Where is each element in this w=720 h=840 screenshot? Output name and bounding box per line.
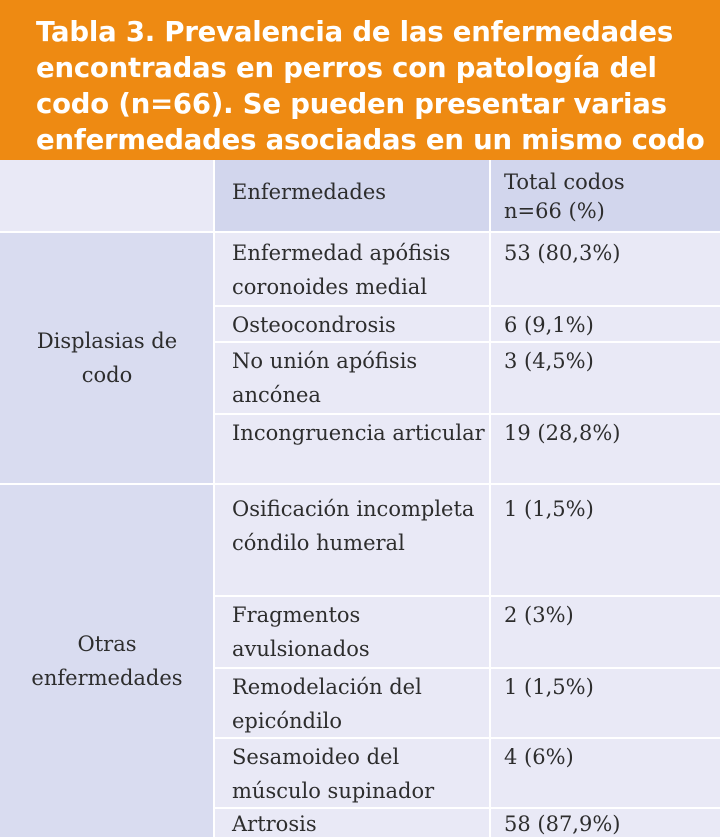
table-row-value: 53 (80,3%): [490, 232, 720, 306]
table-row-value: 2 (3%): [490, 596, 720, 668]
table-row-name: Artrosis: [214, 808, 490, 837]
row-divider: [214, 305, 720, 307]
row-divider: [214, 341, 720, 343]
table-row-name: Incongruencia articular: [214, 414, 490, 484]
table-row-value: 58 (87,9%): [490, 808, 720, 837]
row-divider: [214, 667, 720, 669]
row-divider: [214, 413, 720, 415]
group-label-other-diseases: Otras enfermedades: [0, 484, 214, 837]
table-row-name: Osificación incompleta cóndilo humeral: [214, 484, 490, 596]
table-row-name: Osteocondrosis: [214, 306, 490, 342]
row-divider: [214, 807, 720, 809]
table-row-name: Remodelación del epicóndilo: [214, 668, 490, 738]
column-header-total: Total codos n=66 (%): [490, 160, 720, 232]
table-row-value: 3 (4,5%): [490, 342, 720, 414]
table-row-value: 6 (9,1%): [490, 306, 720, 342]
table-row-name: Sesamoideo del músculo supinador: [214, 738, 490, 808]
table-row-name: Fragmentos avulsionados: [214, 596, 490, 668]
table-row-value: 19 (28,8%): [490, 414, 720, 484]
table-caption-banner: [0, 0, 720, 160]
table-row-value: 1 (1,5%): [490, 484, 720, 596]
table-row-name: Enfermedad apófisis coronoides medial: [214, 232, 490, 306]
row-divider: [0, 231, 720, 233]
row-divider: [214, 595, 720, 597]
column-header-disease: Enfermedades: [214, 160, 490, 232]
table-row-name: No unión apófisis ancónea: [214, 342, 490, 414]
table-row-value: 4 (6%): [490, 738, 720, 808]
column-divider: [213, 160, 215, 837]
column-divider: [489, 160, 491, 837]
table-corner-cell: [0, 160, 214, 232]
row-divider: [0, 483, 720, 485]
table-title: Tabla 3. Prevalencia de las enfermedades encontradas en perros con patología del codo (n=66). Se pueden presentar varias enfermedades asociadas en un mismo codo: [36, 16, 705, 156]
prevalence-table: [0, 160, 720, 837]
table-row-value: 1 (1,5%): [490, 668, 720, 738]
group-label-elbow-dysplasia: Displasias de codo: [0, 232, 214, 484]
row-divider: [214, 737, 720, 739]
